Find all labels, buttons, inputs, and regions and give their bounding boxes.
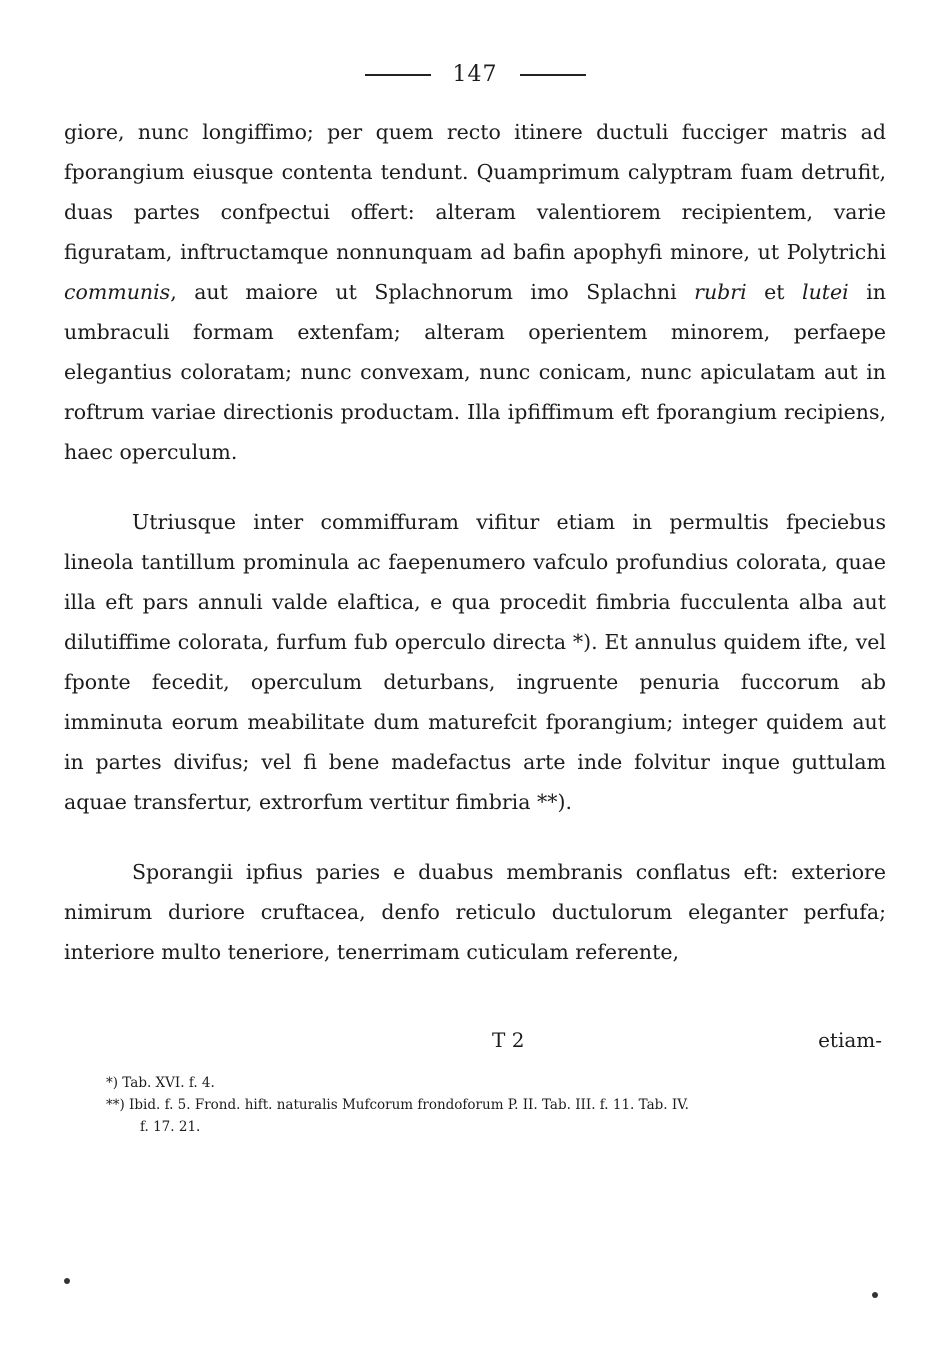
footnote-2-continuation: f. 17. 21. — [140, 1119, 201, 1135]
signature-mark: T 2 — [492, 1028, 525, 1052]
page-number: 147 — [452, 62, 498, 87]
paragraph-2: Utriusque inter commiffuram vifitur etiam in permultis fpeciebus lineola tantillum prominula ac faepenumero vafculo profundius colorata, quae illa eft pars annuli valde elaftica, e qua procedit fimbria fucculenta alba aut dilutiffime colorata, furfum fub operculo directa *). Et annulus quidem ifte, vel fponte fecedit, operculum deturbans, ingruente penuria fuccorum ab imminuta eorum meabilitate dum maturefcit fporangium; integer quidem aut in partes divifus; vel fi bene madefactus arte inde folvitur inque guttulam aquae transfertur, extrorfum vertitur fimbria **). — [64, 510, 886, 814]
right-rule — [520, 74, 586, 76]
ink-speck — [872, 1292, 878, 1298]
paragraph-1: giore, nunc longiffimo; per quem recto itinere ductuli fucciger matris ad fporangium eiusque contenta tendunt. Quamprimum calyptram fuam detrufit, duas partes confpectui offert: alteram valentiorem recipientem, varie figuratam, inftructamque nonnunquam ad bafin apophyfi minore, ut Polytrichi communis, aut maiore ut Splachnorum imo Splachni rubri et lutei in umbraculi formam extenfam; alteram operientem minorem, perfaepe elegantius coloratam; nunc convexam, nunc conicam, nunc apiculatam aut in roftrum variae directionis productam. Illa ipfiffimum eft fporangium recipiens, haec operculum. — [64, 120, 886, 464]
footnote-2: **) Ibid. f. 5. Frond. hift. naturalis Mufcorum frondoforum P. II. Tab. III. f. 11. Tab. IV. — [106, 1097, 689, 1113]
footnotes — [106, 1072, 886, 1138]
catchword: etiam- — [818, 1028, 882, 1052]
body-text — [64, 112, 886, 972]
page-header — [0, 62, 950, 87]
paragraph-3: Sporangii ipfius paries e duabus membranis conflatus eft: exteriore nimirum duriore cruftacea, denfo reticulo ductulorum eleganter perfufa; interiore multo teneriore, tenerrimam cuticulam referente, — [64, 860, 886, 964]
italic-communis: communis — [64, 280, 171, 304]
ink-speck — [64, 1278, 70, 1284]
footnote-1: *) Tab. XVI. f. 4. — [106, 1075, 215, 1091]
italic-rubri: rubri — [694, 280, 747, 304]
left-rule — [365, 74, 431, 76]
italic-lutei: lutei — [802, 280, 849, 304]
